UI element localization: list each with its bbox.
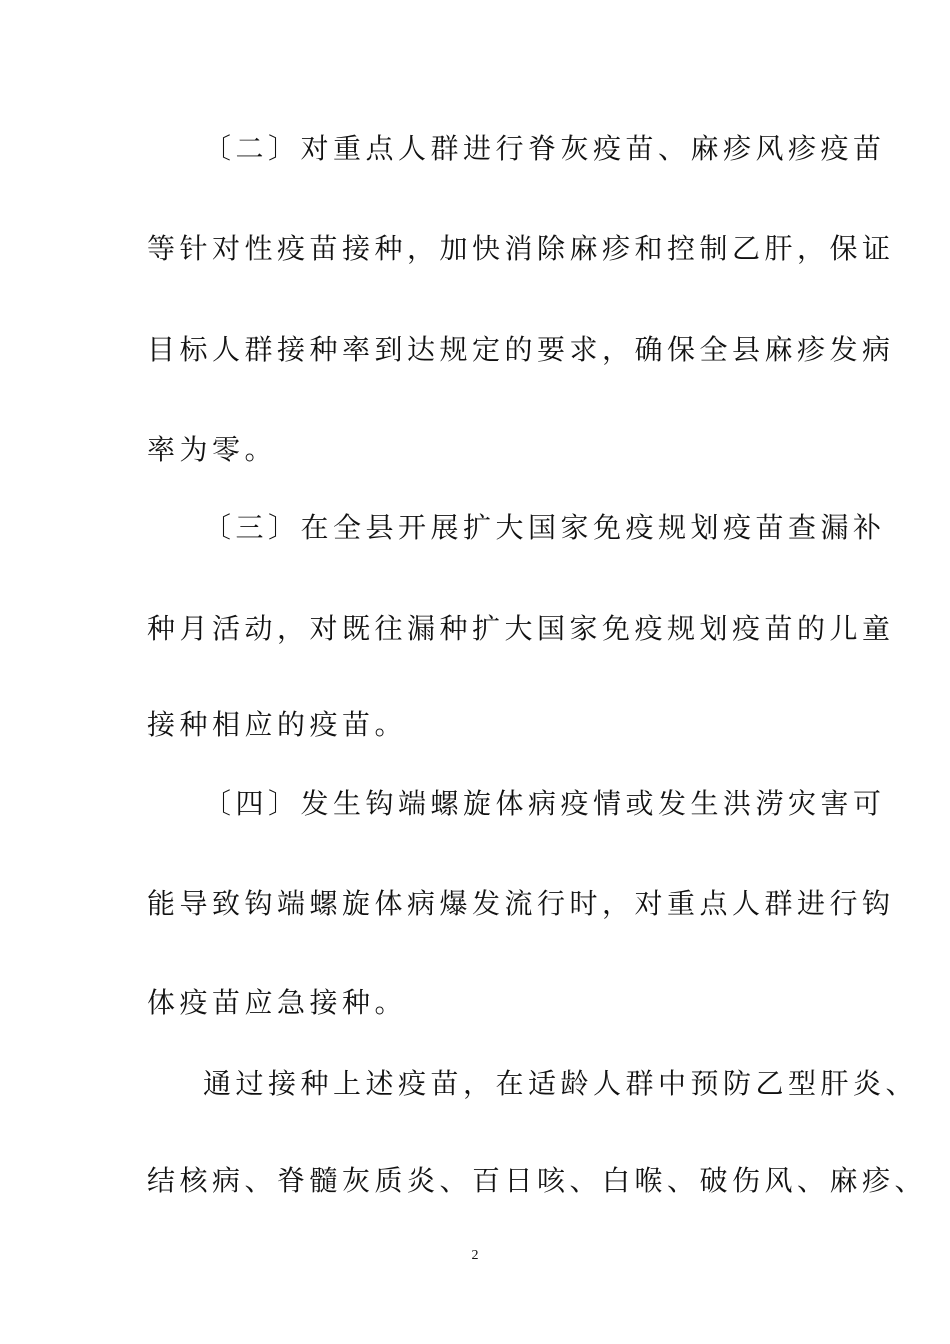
paragraph-line: 种月活动，对既往漏种扩大国家免疫规划疫苗的儿童 <box>147 612 895 645</box>
paragraph-line: 目标人群接种率到达规定的要求，确保全县麻疹发病 <box>147 333 895 366</box>
paragraph-line: 接种相应的疫苗。 <box>147 708 408 741</box>
page-number: 2 <box>471 1248 479 1263</box>
paragraph-line: 〔三〕在全县开展扩大国家免疫规划疫苗查漏补 <box>203 511 886 544</box>
paragraph-line: 能导致钩端螺旋体病爆发流行时，对重点人群进行钩 <box>147 887 895 920</box>
paragraph-line: 等针对性疫苗接种，加快消除麻疹和控制乙肝，保证 <box>147 232 895 265</box>
paragraph-line: 通过接种上述疫苗，在适龄人群中预防乙型肝炎、 <box>203 1067 919 1100</box>
paragraph-line: 率为零。 <box>147 433 278 466</box>
paragraph-line: 〔二〕对重点人群进行脊灰疫苗、麻疹风疹疫苗 <box>203 132 886 165</box>
paragraph-line: 结核病、脊髓灰质炎、百日咳、白喉、破伤风、麻疹、 <box>147 1164 928 1197</box>
paragraph-line: 体疫苗应急接种。 <box>147 986 408 1019</box>
paragraph-line: 〔四〕发生钩端螺旋体病疫情或发生洪涝灾害可 <box>203 787 886 820</box>
